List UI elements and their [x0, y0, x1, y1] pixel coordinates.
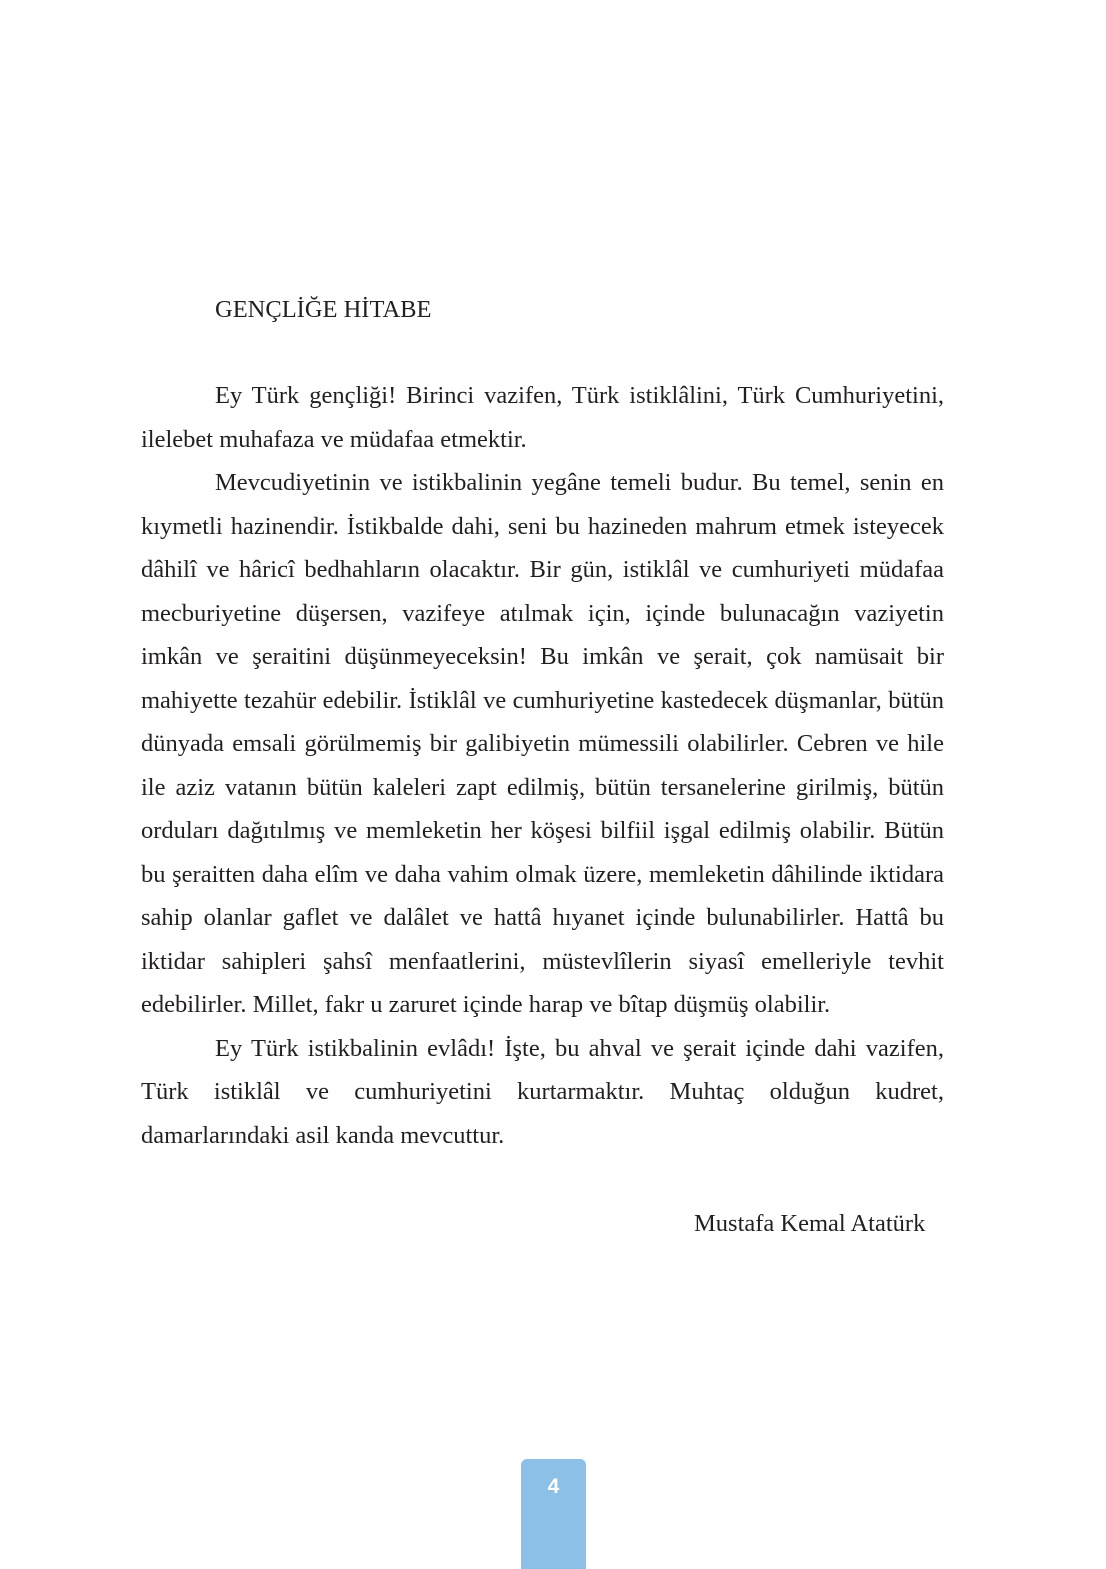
paragraph-3: Ey Türk istikbalinin evlâdı! İşte, bu ahval ve şerait içinde dahi vazifen, Türk istiklâl ve cumhuriyetini kurtarmaktır. Muhtaç olduğun kudret, damarlarındaki asil kanda mevcuttur. — [141, 1034, 944, 1149]
document-body — [141, 374, 944, 1157]
document-title: GENÇLİĞE HİTABE — [215, 296, 432, 323]
page-number: 4 — [547, 1475, 560, 1498]
paragraph-1: Ey Türk gençliği! Birinci vazifen, Türk istiklâlini, Türk Cumhuriyetini, ilelebet muhafaza ve müdafaa etmektir. — [141, 382, 944, 453]
signature: Mustafa Kemal Atatürk — [694, 1210, 926, 1237]
page-number-tab — [521, 1459, 586, 1569]
paragraph-2: Mevcudiyetinin ve istikbalinin yegâne temeli budur. Bu temel, senin en kıymetli hazinendir. İstikbalde dahi, seni bu hazineden mahrum etmek isteyecek dâhilî ve hâricî bedhahların olacaktır. Bir gün, istiklâl ve cumhuriyeti müdafaa mecburiyetine düşersen, vazifeye atılmak için, içinde bulunacağın vaziyetin imkân ve şeraitini düşünmeyeceksin! Bu imkân ve şerait, çok namüsait bir mahiyette tezahür edebilir. İstiklâl ve cumhuriyetine kastedecek düşmanlar, bütün dünyada emsali görülmemiş bir galibiyetin mümessili olabilirler. Cebren ve hile ile aziz vatanın bütün kaleleri zapt edilmiş, bütün tersanelerine girilmiş, bütün orduları dağıtılmış ve memleketin her köşesi bilfiil işgal edilmiş olabilir. Bütün bu şeraitten daha elîm ve daha vahim olmak üzere, memleketin dâhilinde iktidara sahip olanlar gaflet ve dalâlet ve hattâ hıyanet içinde bulunabilirler. Hattâ bu iktidar sahipleri şahsî menfaatlerini, müstevlîlerin siyasî emelleriyle tevhit edebilirler. Millet, fakr u zaruret içinde harap ve bîtap düşmüş olabilir. — [141, 469, 944, 1018]
